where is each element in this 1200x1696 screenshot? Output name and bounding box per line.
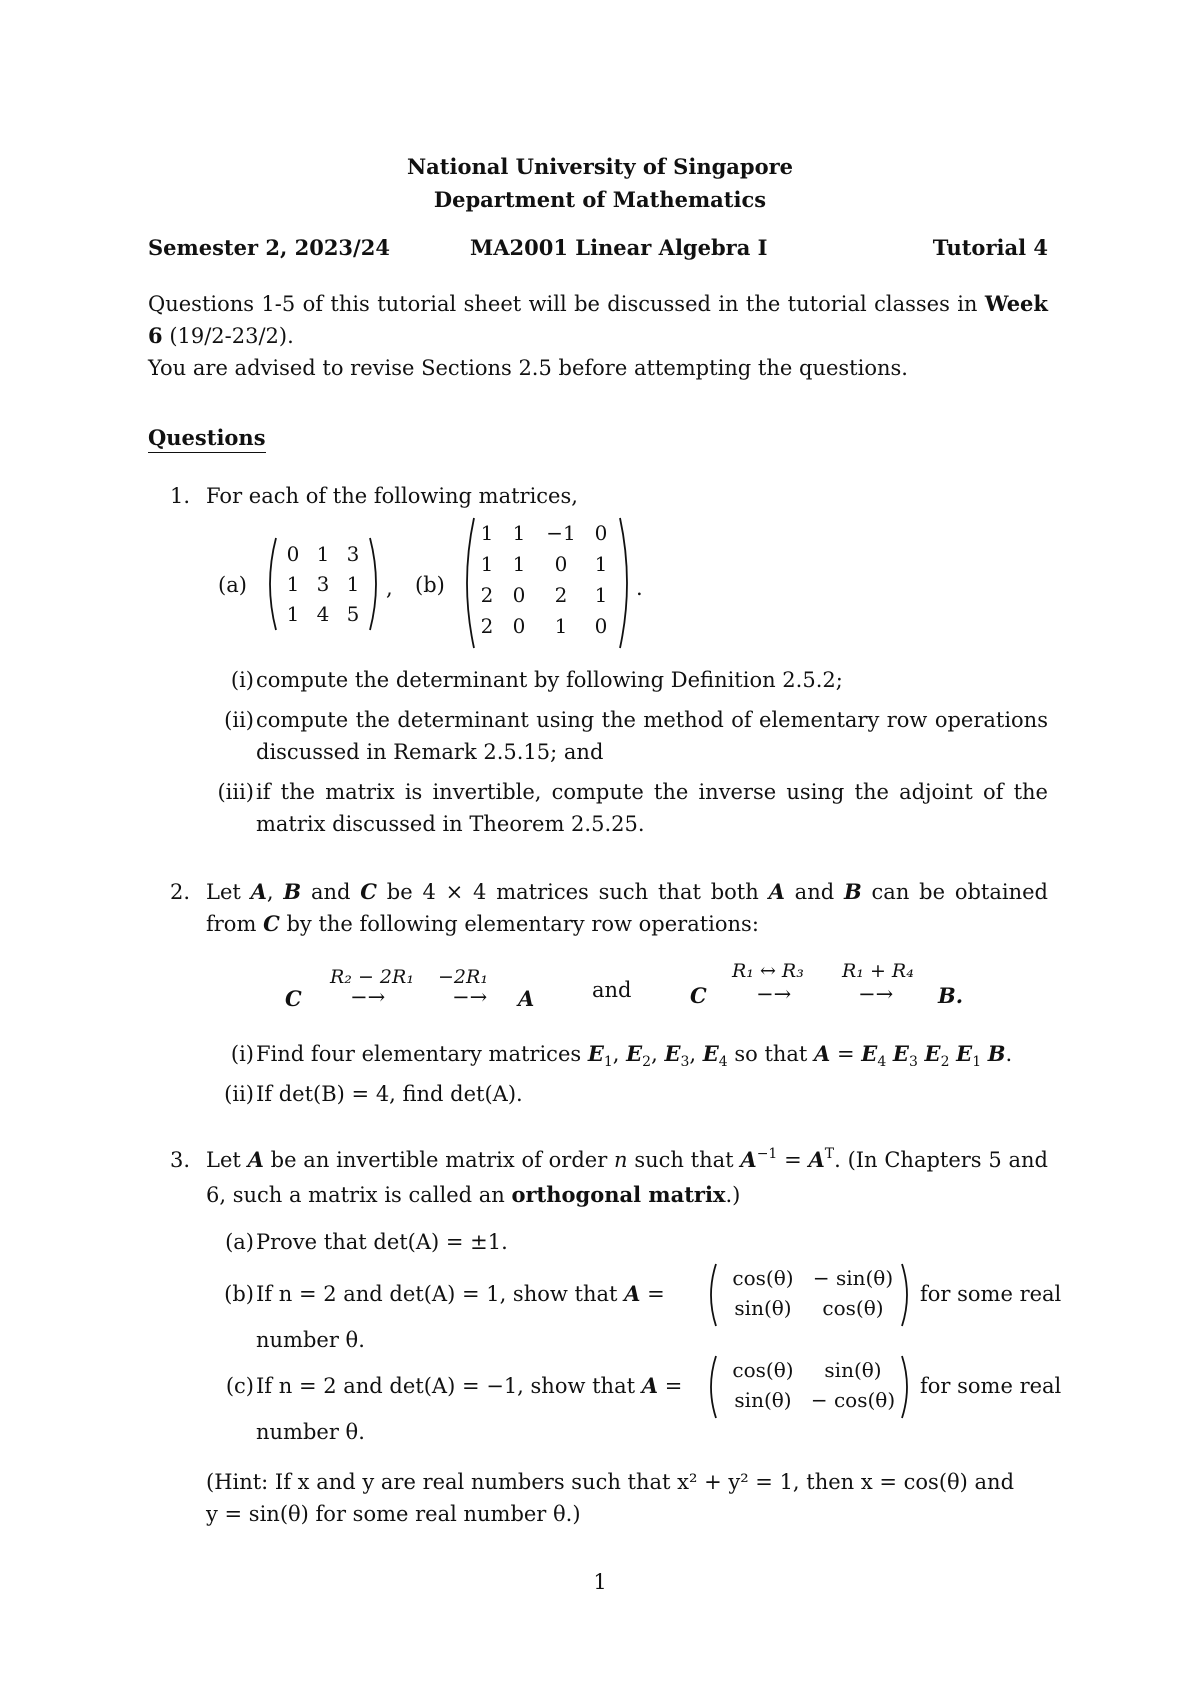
tutorial-page: National University of Singapore Department of Mathematics Semester 2, 2023/24 MA2001 Linear Algebra I Tutorial 4 Questions 1-5 of this tutorial sheet will be discussed in the tutorial classes in Week 6 (19/2-23/2). You are advised to revise Sections 2.5 before attempting the questions. Questions 1. For each of the following matrices, (a) 0 1 3 1 3 1 1 4 5 , (b) 1 1 −1 0 1 1 0 1 2 0 2 1 2 0 1 0 . (i) compute the determinant by following Definition 2.5.2; (ii) compute the determinant using the method of elementary row operations discussed in Remark 2.5.15; and (iii) if the matrix is invertible, compute the inverse using the adjoint of the matrix discussed in Theorem 2.5.25. 2. Let A, B and C be 4 × 4 matrices such that both A and B can be obtained from C by the following elementary row operations: C R₂ − 2R₁ −→ −2R₁ −→ A and C R₁ ↔ R₃ −→ R₁ + R₄ −→ B. (i) Find four elementary matrices $E_1$, $E_2$, $E_3$, $E_4$ so that $A = E_4$ $E_3$ $E_2$ $E_1$ B. (ii) If det(B) = 4, find det(A). 3. Let A be an invertible matrix of order n such that $A^{-1} = A^T$. (In Chapters 5 and 6, such a matrix is called an orthogonal matrix.) (a) Prove that det(A) = ±1. (b) If n = 2 and det(A) = 1, show that A = cos(θ) − sin(θ) sin(θ) cos(θ) for some real number θ. (c) If n = 2 and det(A) = −1, show that A = cos(θ) sin(θ) sin(θ) − cos(θ) for some real number θ. (Hint: If x and y are real numbers such that x² + y² = 1, then x = cos(θ) and y = sin(θ) for some real number θ.) 1 <box>0 0 1200 1696</box>
document-heading <box>0 150 1200 216</box>
for-some-real: for some real <box>920 1374 1062 1398</box>
rotation-matrix <box>718 1266 898 1320</box>
arrow-icon: −→ <box>452 985 488 1009</box>
q1-part-iii <box>206 776 1048 840</box>
part-text-pre: Find four elementary matrices <box>256 1042 582 1066</box>
row-op-4: R₁ + R₄ <box>842 960 914 982</box>
part-text: If n = 2 and det(A) = 1, show that A = <box>256 1281 665 1306</box>
course-title: MA2001 Linear Algebra I <box>470 235 768 260</box>
matrix-cell: 0 <box>594 614 608 638</box>
matrix-cell: 1 <box>594 583 608 607</box>
matrix-cell: 1 <box>512 521 526 545</box>
for-some-real: for some real <box>920 1282 1062 1306</box>
q2-text-pre: Let <box>206 880 241 904</box>
matrix-cell: 0 <box>286 542 300 566</box>
part-label: (a) <box>225 1230 254 1254</box>
part-text: if the matrix is invertible, compute the inverse using the adjoint of the matrix discussed in Theorem 2.5.25. <box>256 780 1048 836</box>
part-text-pre: If n = 2 and det(A) = −1, show that <box>256 1374 636 1398</box>
q3-text-mid: such that <box>634 1148 734 1172</box>
matrix-cell: 5 <box>346 602 360 626</box>
part-label: (iii) <box>217 780 254 804</box>
institution-name: National University of Singapore <box>406 154 794 179</box>
part-text: compute the determinant by following Definition 2.5.2; <box>256 668 843 692</box>
matrix-cell: − cos(θ) <box>810 1388 896 1412</box>
matrix-cell: 1 <box>512 552 526 576</box>
matrix-cell: cos(θ) <box>822 1296 884 1320</box>
right-paren <box>368 536 384 632</box>
matrix-cell: 1 <box>286 602 300 626</box>
matrix-b <box>474 521 618 638</box>
q3-hint <box>206 1466 1048 1530</box>
matrix-cell: 1 <box>286 572 300 596</box>
part-label: (b) <box>224 1282 254 1306</box>
part-text-pre: If n = 2 and det(A) = 1, show that <box>256 1282 618 1306</box>
q2-part-ii <box>206 1078 1048 1110</box>
matrix-cell: sin(θ) <box>734 1296 792 1320</box>
matrix-cell: 1 <box>480 552 494 576</box>
matrix-b-label: (b) <box>415 573 445 597</box>
intro-advice: You are advised to revise Sections 2.5 before attempting the questions. <box>148 356 908 380</box>
matrix-cell: 0 <box>554 552 568 576</box>
q2-text-mid: be 4 × 4 matrices such that both <box>386 880 759 904</box>
q2-part-i <box>206 1038 1048 1073</box>
right-paren <box>900 1354 914 1420</box>
part-text: Find four elementary matrices $E_1$, $E_2$, $E_3$, $E_4$ so that $A = E_4$ $E_3$ $E_2$ $E_1$ B. <box>256 1041 1013 1070</box>
matrix-symbol-a: A <box>518 986 535 1011</box>
matrix-a <box>278 542 368 626</box>
and-word: and <box>592 978 632 1002</box>
semester-label: Semester 2, 2023/24 <box>148 235 390 260</box>
matrix-cell: 3 <box>346 542 360 566</box>
question-text: Let A, B and C be 4 × 4 matrices such that both A and B can be obtained from C by the following elementary row operations: <box>206 879 1048 936</box>
course-header <box>148 232 1048 264</box>
matrix-cell: cos(θ) <box>732 1266 794 1290</box>
q3-part-a <box>206 1226 1048 1258</box>
matrix-cell: − sin(θ) <box>812 1266 894 1290</box>
matrix-symbol-c: C <box>690 983 707 1008</box>
left-paren <box>704 1262 718 1328</box>
intro-paragraph <box>148 288 1048 384</box>
right-paren <box>900 1262 914 1328</box>
matrix-cell: 1 <box>346 572 360 596</box>
row-op-1: R₂ − 2R₁ <box>330 966 414 988</box>
matrix-cell: sin(θ) <box>824 1358 882 1382</box>
right-paren <box>618 516 636 650</box>
q1-part-i <box>206 664 1048 696</box>
left-paren <box>704 1354 718 1420</box>
matrix-cell: 4 <box>316 602 330 626</box>
left-paren <box>262 536 278 632</box>
question-number: 3. <box>170 1148 191 1172</box>
row-op-3: R₁ ↔ R₃ <box>732 960 804 982</box>
q1-part-ii <box>206 704 1048 768</box>
part-label: (ii) <box>224 708 254 732</box>
matrix-symbol-b: B. <box>938 983 964 1008</box>
part-label: (i) <box>230 1042 254 1066</box>
matrix-cell: 2 <box>480 583 494 607</box>
intro-dates: (19/2-23/2). <box>169 324 294 348</box>
question-1 <box>170 480 1048 512</box>
number-theta: number θ. <box>256 1328 365 1352</box>
question-text: Let A be an invertible matrix of order n such that $A^{-1} = A^T$. (In Chapters 5 and 6, such a matrix is called an orthogonal matrix.) <box>206 1146 1048 1207</box>
part-label: (ii) <box>224 1082 254 1106</box>
question-3 <box>170 1144 1048 1211</box>
arrow-icon: −→ <box>858 982 894 1006</box>
part-text: If det(B) = 4, find det(A). <box>256 1082 523 1106</box>
q3-text-post: (In Chapters 5 and 6, such a matrix is called an <box>206 1148 1048 1207</box>
matrix-cell: −1 <box>546 521 576 545</box>
hint-line-1: (Hint: If x and y are real numbers such that x² + y² = 1, then x = cos(θ) and <box>206 1470 1015 1494</box>
matrix-cell: 3 <box>316 572 330 596</box>
matrix-cell: 0 <box>512 614 526 638</box>
part-label: (c) <box>225 1374 254 1398</box>
reflection-matrix <box>718 1358 898 1412</box>
arrow-icon: −→ <box>350 985 386 1009</box>
part-text: Prove that det(A) = ±1. <box>256 1230 508 1254</box>
matrix-cell: 1 <box>316 542 330 566</box>
matrix-cell: sin(θ) <box>734 1388 792 1412</box>
number-theta: number θ. <box>256 1420 365 1444</box>
q2-text-mid2: can be obtained from <box>206 880 1048 936</box>
question-number: 2. <box>170 880 191 904</box>
part-text: If n = 2 and det(A) = −1, show that A = <box>256 1373 683 1398</box>
matrix-cell: 2 <box>480 614 494 638</box>
intro-week: Week 6 <box>148 291 1048 348</box>
department-name: Department of Mathematics <box>433 187 767 212</box>
matrix-cell: 0 <box>594 521 608 545</box>
page-number: 1 <box>593 1570 607 1594</box>
matrix-cell: 1 <box>594 552 608 576</box>
arrow-icon: −→ <box>756 982 792 1006</box>
matrix-cell: 0 <box>512 583 526 607</box>
part-text: compute the determinant using the method of elementary row operations discussed in Remark 2.5.15; and <box>256 708 1048 764</box>
part-label: (i) <box>230 668 254 692</box>
q3-text-pre: be an invertible matrix of order <box>270 1148 608 1172</box>
intro-text: Questions 1-5 of this tutorial sheet will be discussed in the tutorial classes in <box>148 292 978 316</box>
matrix-cell: 2 <box>554 583 568 607</box>
hint-line-2: y = sin(θ) for some real number θ.) <box>206 1502 581 1526</box>
matrix-symbol-c: C <box>285 986 302 1011</box>
row-op-2: −2R₁ <box>438 966 488 988</box>
matrix-cell: cos(θ) <box>732 1358 794 1382</box>
q2-text-post: by the following elementary row operations: <box>286 912 759 936</box>
matrix-cell: 1 <box>554 614 568 638</box>
tutorial-number: Tutorial 4 <box>932 235 1048 260</box>
question-text: For each of the following matrices, <box>206 484 578 508</box>
orthogonal-term: orthogonal matrix <box>511 1182 726 1207</box>
section-title: Questions <box>148 424 266 453</box>
question-2 <box>170 876 1048 940</box>
matrix-a-label: (a) <box>218 573 247 597</box>
matrix-cell: 1 <box>480 521 494 545</box>
question-number: 1. <box>170 484 191 508</box>
